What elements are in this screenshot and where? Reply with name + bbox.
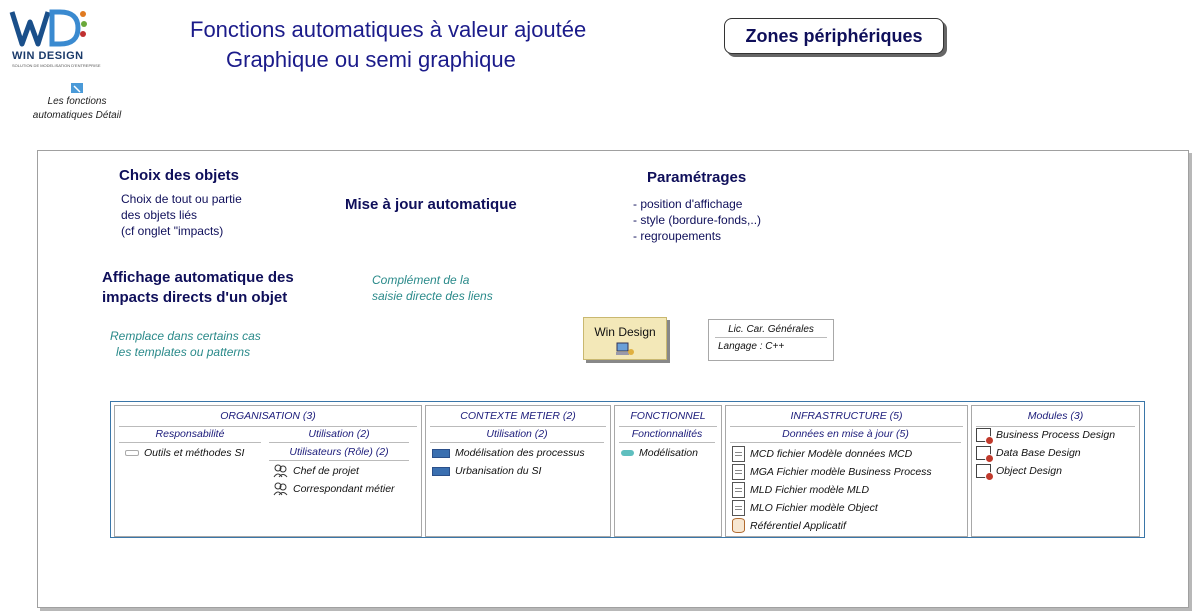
detail-link-line2: automatiques Détail [32,110,122,121]
document-icon [732,500,745,516]
detail-link-line1: Les fonctions [47,96,107,107]
list-item[interactable] [621,447,698,459]
item-label: Business Process Design [996,429,1116,441]
item-label: Data Base Design [996,447,1081,459]
item-label: MLD Fichier modèle MLD [750,484,870,496]
list-item[interactable] [732,482,869,498]
module-icon [976,446,991,460]
param-line: - style (bordure-fonds,..) [633,213,762,227]
organisation-sub2b: Utilisateurs (Rôle) (2) [269,446,409,461]
impacts-grid [110,401,1145,538]
affichage-title [102,268,294,308]
contexte-sub: Utilisation (2) [430,428,604,443]
column-title: FONCTIONNEL [619,410,717,427]
list-item[interactable] [732,464,932,480]
column-title: INFRASTRUCTURE (5) [730,410,963,427]
maj-title: Mise à jour automatique [345,196,517,213]
list-item[interactable] [125,447,244,459]
zones-peripheriques-button[interactable]: Zones périphériques [724,18,944,54]
list-item[interactable] [976,428,1115,442]
users-icon [273,463,288,478]
remplace-line2: les templates ou patterns [116,345,251,359]
item-label: Modélisation des processus [455,447,585,459]
database-icon [732,518,745,533]
document-icon [732,482,745,498]
choix-text [121,191,242,239]
item-label: Urbanisation du SI [455,465,542,477]
column-contexte-metier [425,405,611,537]
list-item[interactable] [732,446,912,462]
document-icon [732,464,745,480]
item-label: Référentiel Applicatif [750,519,846,532]
logo-tagline: SOLUTION DE MODELISATION D'ENTREPRISE [12,63,101,68]
swatch-icon [125,450,139,456]
item-label: Modélisation [639,447,698,459]
param-line: - position d'affichage [633,197,743,211]
computer-user-icon [615,341,635,357]
list-item[interactable] [732,500,878,516]
complement-text [372,272,493,304]
infrastructure-sub: Données en mise à jour (5) [730,428,961,443]
item-label: MLO Fichier modèle Object [750,502,878,514]
win-design-box[interactable] [583,317,667,360]
list-item[interactable] [273,481,395,496]
param-text [633,196,761,244]
arrow-link-icon [70,82,84,94]
fonctionnel-sub: Fonctionnalités [619,428,715,443]
list-item[interactable] [432,447,585,459]
module-icon [976,464,991,478]
item-label: Chef de projet [293,464,359,477]
column-title: Modules (3) [976,410,1135,427]
page-title-line1: Fonctions automatiques à valeur ajoutée [190,17,587,42]
list-item[interactable] [976,446,1081,460]
licence-box [708,319,834,361]
item-label: Correspondant métier [293,482,395,495]
list-item[interactable] [732,518,846,533]
param-line: - regroupements [633,229,722,243]
users-icon [273,481,288,496]
column-title: CONTEXTE METIER (2) [430,410,606,427]
organisation-sub1: Responsabilité [119,428,261,443]
item-label: Outils et méthodes SI [144,447,245,459]
list-item[interactable] [273,463,359,478]
item-label: MGA Fichier modèle Business Process [750,466,932,478]
affichage-line2: impacts directs d'un objet [102,289,288,306]
list-item[interactable] [976,464,1062,478]
remplace-text [110,328,261,360]
affichage-line1: Affichage automatique des [102,269,294,286]
choix-line: des objets liés [121,208,198,222]
item-label: MCD fichier Modèle données MCD [750,448,913,460]
complement-line1: Complément de la [372,273,470,287]
column-infrastructure [725,405,968,537]
column-title: ORGANISATION (3) [119,410,417,427]
logo-brand: WIN DESIGN [12,50,84,62]
param-title: Paramétrages [647,169,747,186]
win-design-label: Win Design [594,325,656,339]
process-swatch-icon [432,467,450,476]
list-item[interactable] [432,465,541,477]
page-title-line2: Graphique ou semi graphique [226,47,516,72]
process-swatch-icon [432,449,450,458]
remplace-line1: Remplace dans certains cas [110,329,261,343]
column-fonctionnel [614,405,722,537]
choix-line: Choix de tout ou partie [121,192,242,206]
choix-title: Choix des objets [119,167,240,184]
column-modules [971,405,1140,537]
detail-link[interactable] [22,82,132,123]
column-organisation [114,405,422,537]
document-icon [732,446,745,462]
licence-value: Langage : C++ [718,341,785,352]
function-swatch-icon [621,450,634,456]
organisation-sub2: Utilisation (2) [269,428,409,443]
item-label: Object Design [996,465,1062,477]
choix-line: (cf onglet "impacts) [121,224,224,238]
complement-line2: saisie directe des liens [372,289,493,303]
module-icon [976,428,991,442]
licence-title: Lic. Car. Générales [715,324,827,338]
